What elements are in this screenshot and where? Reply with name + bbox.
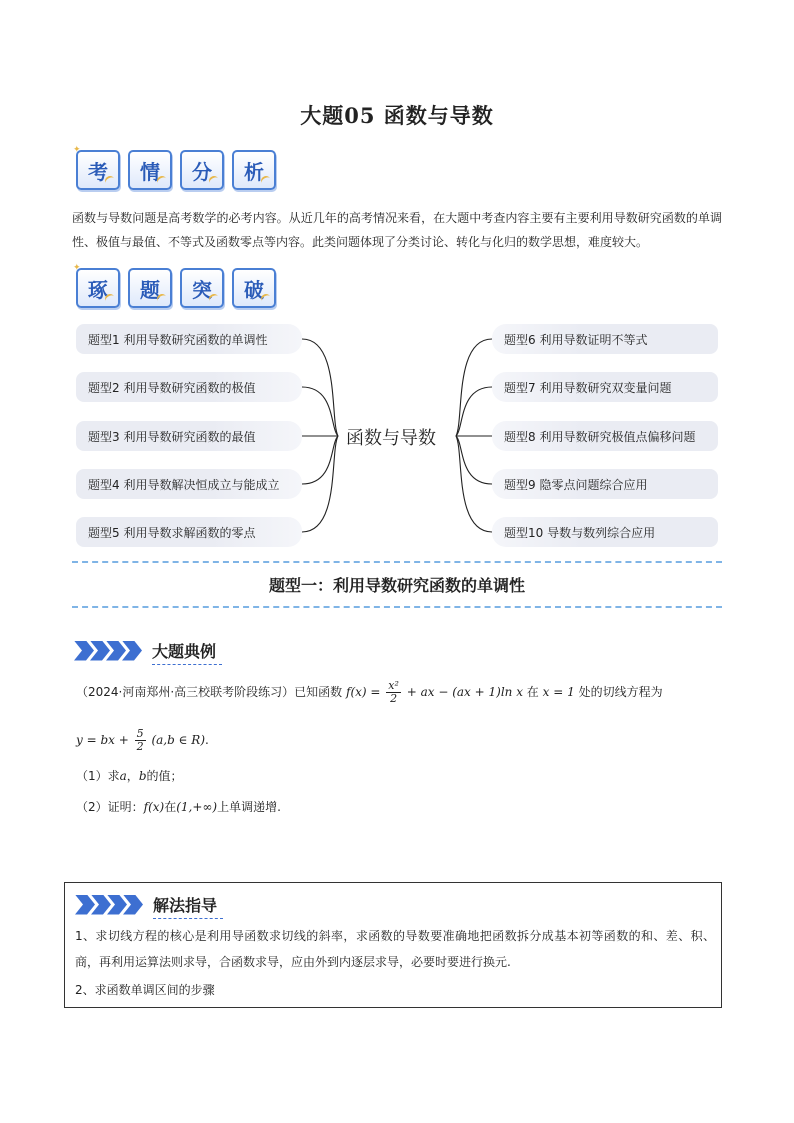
topic-4[interactable]: 题型4 利用导数解决恒成立与能成立 (76, 469, 302, 499)
question-2: （2）证明：f(x)在(1,+∞)上单调递增. (76, 800, 281, 814)
topic-6[interactable]: 题型6 利用导数证明不等式 (492, 324, 718, 354)
tile-xi: 析 (232, 150, 276, 190)
intro-paragraph: 函数与导数问题是高考数学的必考内容。从近几年的高考情况来看，在大题中考查内容主要有主要利用导数研究函数的单调性、极值与最值、不等式及函数零点等内容。此类问题体现了分类讨论、转化与化归的数学思想，难度较大。 (72, 211, 722, 249)
star-icon: ✦ (73, 145, 81, 155)
topic-1[interactable]: 题型1 利用导数研究函数的单调性 (76, 324, 302, 354)
tile-tu: 突 (180, 268, 224, 308)
chevron-arrows-icon (74, 641, 138, 661)
page-title: 大题05 函数与导数 (300, 103, 494, 128)
topic-9[interactable]: 题型9 隐零点问题综合应用 (492, 469, 718, 499)
fraction-x2-over-2: $\frac{\text{x²}}{2}$ (388, 679, 399, 705)
topic-7[interactable]: 题型7 利用导数研究双变量问题 (492, 372, 718, 402)
tile-qing: 情 (128, 150, 172, 190)
topic-10[interactable]: 题型10 导数与数列综合应用 (492, 517, 718, 547)
topic-8[interactable]: 题型8 利用导数研究极值点偏移问题 (492, 421, 718, 451)
tile-ti: 题 (128, 268, 172, 308)
tile-fen: 分 (180, 150, 224, 190)
star-icon: ✦ (73, 263, 81, 273)
example-banner (74, 639, 216, 662)
tile-zhuo: ✦ 琢 (76, 268, 120, 308)
example-problem-line2: y = bx + $\frac{5}{2}$ (a,b ∈ R). (76, 727, 209, 753)
divider-top (72, 561, 722, 563)
section-title: 题型一：利用导数研究函数的单调性 (268, 576, 525, 595)
tile-kao: ✦ 考 (76, 150, 120, 190)
example-banner-label: 大题典例 (152, 639, 216, 662)
guide-box (64, 882, 722, 1008)
fraction-5-over-2: $\frac{5}{2}$ (136, 727, 144, 753)
guide-line-1: 1、求切线方程的核心是利用导函数求切线的斜率，求函数的导数要准确地把函数拆分成基本初等函数的和、差、积、商，再利用运算法则求导，合函数求导，应由外到内逐层求导，必要时要进行换元. (75, 929, 715, 969)
guide-banner-label: 解法指导 (153, 893, 217, 916)
tile-po: 破 (232, 268, 276, 308)
guide-line-2: 2、求函数单调区间的步骤 (75, 983, 215, 997)
topic-5[interactable]: 题型5 利用导数求解函数的零点 (76, 517, 302, 547)
chevron-arrows-icon (75, 895, 139, 915)
divider-bottom (72, 606, 722, 608)
question-1: （1）求a，b的值； (76, 769, 183, 783)
example-problem-line1: （2024·河南郑州·高三校联考阶段练习）已知函数 f(x) = $\frac{\text{x²}}{2}$ + ax − (ax + 1)ln x 在 x = 1 处的切线方程为 (76, 679, 663, 705)
topic-3[interactable]: 题型3 利用导数研究函数的最值 (76, 421, 302, 451)
topic-2[interactable]: 题型2 利用导数研究函数的极值 (76, 372, 302, 402)
mindmap-center: 函数与导数 (346, 428, 436, 449)
guide-banner (75, 893, 217, 916)
